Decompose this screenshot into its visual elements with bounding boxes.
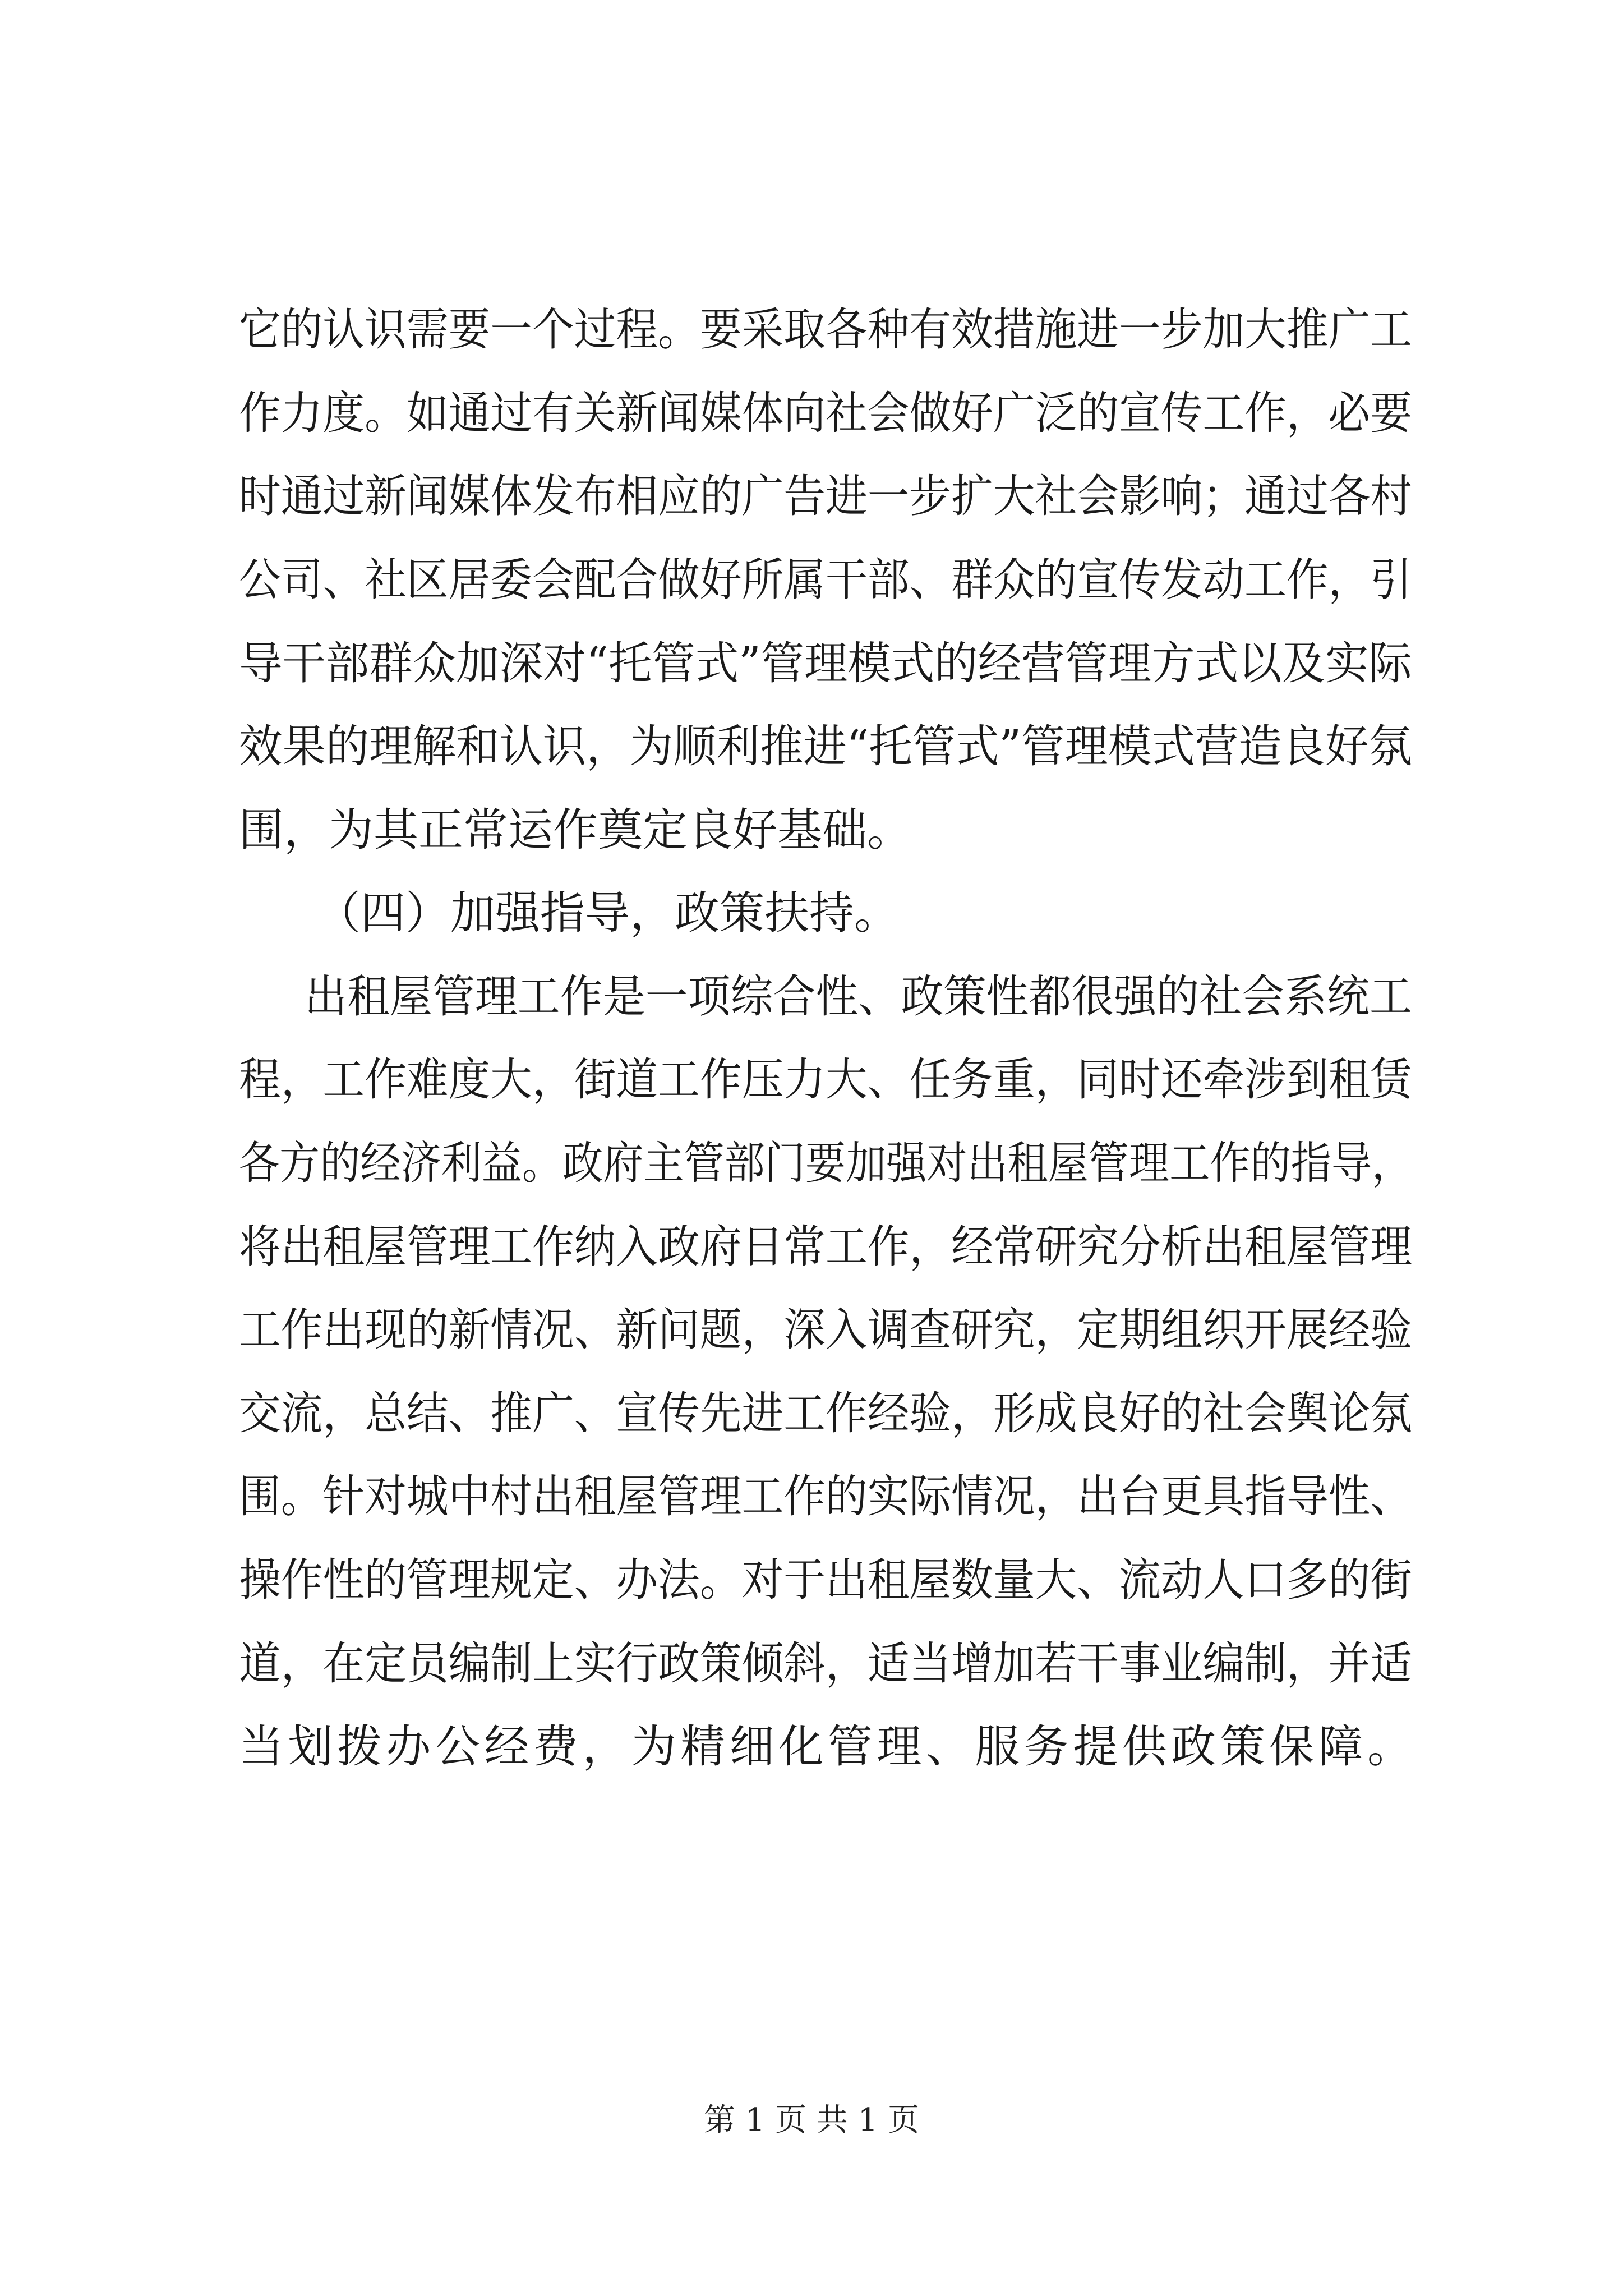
section-heading: （四）加强指导，政策扶持。 [316,887,899,939]
body-text-line: 时通过新闻媒体发布相应的广告进一步扩大社会影响；通过各村 [239,470,1412,522]
body-text-line: 当划拨办公经费，为精细化管理、服务提供政策保障。 [239,1720,1417,1773]
body-text-line: 操作性的管理规定、办法。对于出租屋数量大、流动人口多的街 [239,1554,1412,1606]
body-text-line: 道，在定员编制上实行政策倾斜，适当增加若干事业编制，并适 [239,1637,1412,1690]
body-text-line: 围，为其正常运作奠定良好基础。 [239,804,912,856]
body-text-line: 各方的经济利益。政府主管部门要加强对出租屋管理工作的指导， [239,1137,1412,1189]
body-text-line: 公司、社区居委会配合做好所属干部、群众的宣传发动工作，引 [239,554,1412,606]
body-text-line: 它的认识需要一个过程。要采取各种有效措施进一步加大推广工 [239,303,1412,356]
body-text-line: 交流，总结、推广、宣传先进工作经验，形成良好的社会舆论氛 [239,1387,1412,1439]
body-text-line: 程，工作难度大，街道工作压力大、任务重，同时还牵涉到租赁 [239,1053,1412,1106]
body-text-line: 效果的理解和认识，为顺利推进“托管式”管理模式营造良好氛 [239,720,1412,772]
body-text-line: 导干部群众加深对“托管式”管理模式的经营管理方式以及实际 [239,637,1412,689]
page-footer: 第 1 页 共 1 页 [703,2102,920,2138]
paragraph-first-line: 出租屋管理工作是一项综合性、政策性都很强的社会系统工 [305,970,1412,1023]
body-text-line: 将出租屋管理工作纳入政府日常工作，经常研究分析出租屋管理 [239,1221,1412,1273]
body-text-line: 作力度。如通过有关新闻媒体向社会做好广泛的宣传工作，必要 [239,387,1412,439]
body-text-line: 工作出现的新情况、新问题，深入调查研究，定期组织开展经验 [239,1304,1412,1356]
body-text-line: 围。针对城中村出租屋管理工作的实际情况，出台更具指导性、 [239,1470,1412,1522]
